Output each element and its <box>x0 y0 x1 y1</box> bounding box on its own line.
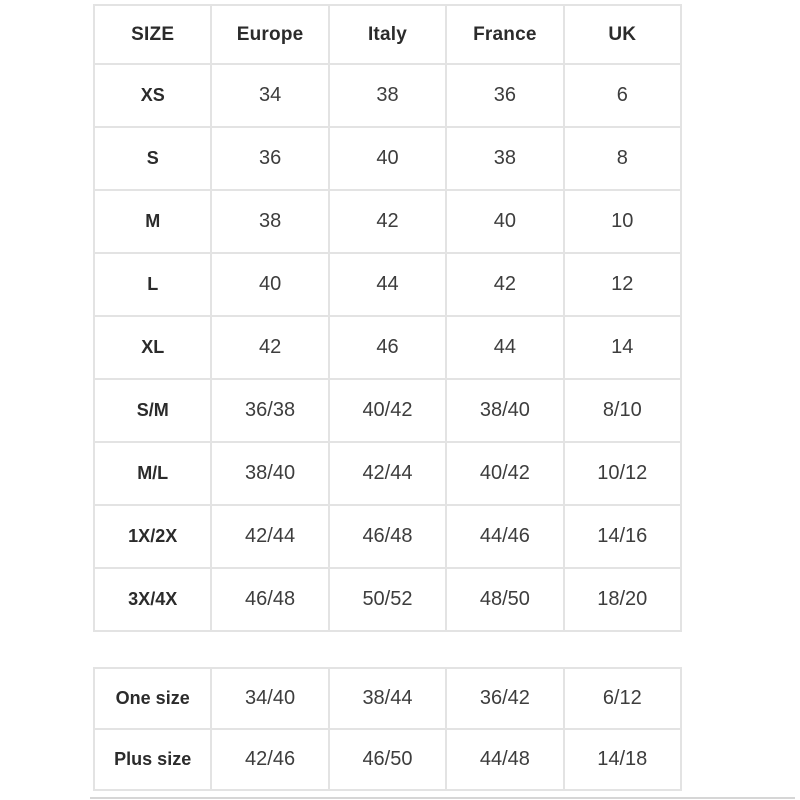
bottom-divider <box>90 797 795 799</box>
table-cell: 38/40 <box>446 379 563 442</box>
row-label: Plus size <box>94 729 211 790</box>
table-cell: 8 <box>564 127 681 190</box>
table-cell: 42 <box>211 316 328 379</box>
table-cell: 50/52 <box>329 568 446 631</box>
size-conversion-table <box>93 4 682 632</box>
table-cell: 38 <box>211 190 328 253</box>
table-cell: 38/40 <box>211 442 328 505</box>
table-cell: 46 <box>329 316 446 379</box>
table-cell: 36 <box>446 64 563 127</box>
row-label: 3X/4X <box>94 568 211 631</box>
table-cell: 18/20 <box>564 568 681 631</box>
table-cell: 44/46 <box>446 505 563 568</box>
table-cell: 40 <box>446 190 563 253</box>
table-cell: 46/48 <box>329 505 446 568</box>
table-row-xs <box>94 64 681 127</box>
row-label: XS <box>94 64 211 127</box>
table-cell: 14 <box>564 316 681 379</box>
row-label: L <box>94 253 211 316</box>
table-cell: 42/44 <box>329 442 446 505</box>
table-cell: 42 <box>446 253 563 316</box>
table-row-xl <box>94 316 681 379</box>
table-cell: 46/48 <box>211 568 328 631</box>
table-cell: 10 <box>564 190 681 253</box>
row-label: M <box>94 190 211 253</box>
table-row-1x2x <box>94 505 681 568</box>
table-cell: 6 <box>564 64 681 127</box>
table-cell: 14/16 <box>564 505 681 568</box>
column-header-uk: UK <box>564 5 681 64</box>
table-row-sm <box>94 379 681 442</box>
row-label: XL <box>94 316 211 379</box>
table-cell: 36/42 <box>446 668 563 729</box>
table-cell: 8/10 <box>564 379 681 442</box>
table-row-ml <box>94 442 681 505</box>
table-row-plus-size <box>94 729 681 790</box>
row-label: S/M <box>94 379 211 442</box>
table-row-s <box>94 127 681 190</box>
table-cell: 36 <box>211 127 328 190</box>
table-cell: 44 <box>446 316 563 379</box>
table-cell: 42/46 <box>211 729 328 790</box>
row-label: S <box>94 127 211 190</box>
table-cell: 42 <box>329 190 446 253</box>
table-cell: 6/12 <box>564 668 681 729</box>
table-cell: 44 <box>329 253 446 316</box>
table-cell: 36/38 <box>211 379 328 442</box>
one-size-plus-size-table <box>93 667 682 791</box>
table-cell: 10/12 <box>564 442 681 505</box>
table-cell: 42/44 <box>211 505 328 568</box>
table-cell: 34/40 <box>211 668 328 729</box>
column-header-france: France <box>446 5 563 64</box>
column-header-italy: Italy <box>329 5 446 64</box>
column-header-europe: Europe <box>211 5 328 64</box>
table-cell: 12 <box>564 253 681 316</box>
table-cell: 38 <box>329 64 446 127</box>
table-cell: 40/42 <box>329 379 446 442</box>
table-row-l <box>94 253 681 316</box>
table-cell: 46/50 <box>329 729 446 790</box>
table-cell: 38 <box>446 127 563 190</box>
table-row-3x4x <box>94 568 681 631</box>
table-cell: 14/18 <box>564 729 681 790</box>
table-cell: 38/44 <box>329 668 446 729</box>
table-cell: 44/48 <box>446 729 563 790</box>
header-row <box>94 5 681 64</box>
row-label: 1X/2X <box>94 505 211 568</box>
table-cell: 48/50 <box>446 568 563 631</box>
column-header-size: SIZE <box>94 5 211 64</box>
table-cell: 34 <box>211 64 328 127</box>
table-cell: 40/42 <box>446 442 563 505</box>
row-label: M/L <box>94 442 211 505</box>
table-cell: 40 <box>329 127 446 190</box>
table-row-one-size <box>94 668 681 729</box>
table-cell: 40 <box>211 253 328 316</box>
size-chart-page <box>93 4 682 791</box>
table-row-m <box>94 190 681 253</box>
row-label: One size <box>94 668 211 729</box>
